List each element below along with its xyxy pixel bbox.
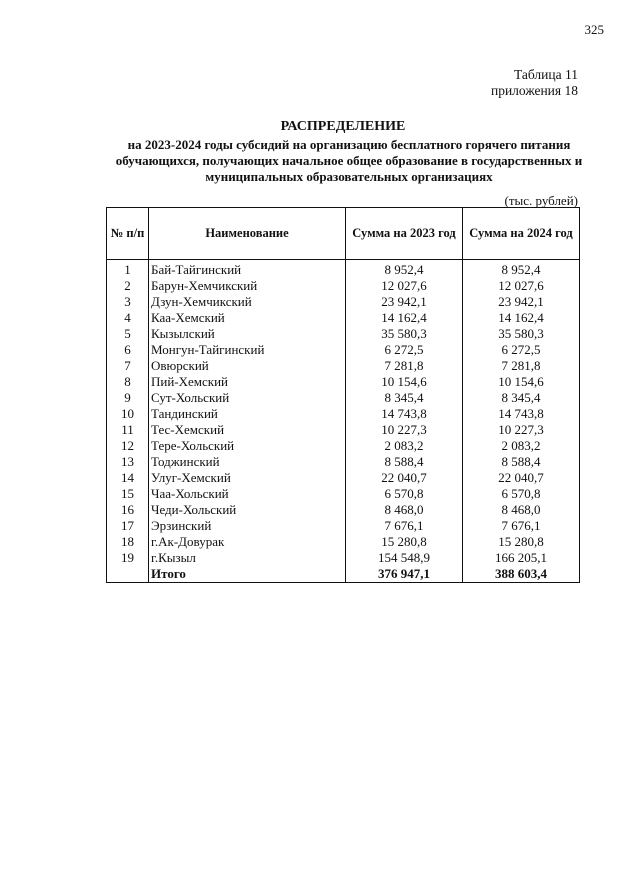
row-sum-2023: 23 942,1 — [346, 294, 463, 310]
row-num: 15 — [107, 486, 149, 502]
row-sum-2024: 8 468,0 — [463, 502, 580, 518]
table-row — [107, 422, 580, 438]
row-sum-2023: 22 040,7 — [346, 470, 463, 486]
row-num: 8 — [107, 374, 149, 390]
table-body — [107, 260, 580, 567]
row-name: Чаа-Хольский — [149, 486, 346, 502]
row-num: 9 — [107, 390, 149, 406]
units-label: (тыс. рублей) — [504, 193, 578, 208]
row-sum-2024: 2 083,2 — [463, 438, 580, 454]
row-num: 2 — [107, 278, 149, 294]
row-num: 11 — [107, 422, 149, 438]
row-sum-2024: 6 570,8 — [463, 486, 580, 502]
table-row — [107, 438, 580, 454]
row-sum-2023: 15 280,8 — [346, 534, 463, 550]
row-sum-2023: 7 676,1 — [346, 518, 463, 534]
table-row — [107, 406, 580, 422]
row-sum-2023: 7 281,8 — [346, 358, 463, 374]
row-sum-2024: 12 027,6 — [463, 278, 580, 294]
row-name: Эрзинский — [149, 518, 346, 534]
row-name: Барун-Хемчикский — [149, 278, 346, 294]
row-name: г.Ак-Довурак — [149, 534, 346, 550]
row-name: Дзун-Хемчикский — [149, 294, 346, 310]
row-sum-2023: 14 743,8 — [346, 406, 463, 422]
total-label: Итого — [149, 566, 346, 583]
row-name: Улуг-Хемский — [149, 470, 346, 486]
row-sum-2024: 22 040,7 — [463, 470, 580, 486]
total-row — [107, 566, 580, 583]
total-sum-2023: 376 947,1 — [346, 566, 463, 583]
row-num: 10 — [107, 406, 149, 422]
table-row — [107, 454, 580, 470]
row-num: 18 — [107, 534, 149, 550]
row-name: Овюрский — [149, 358, 346, 374]
row-sum-2023: 8 952,4 — [346, 260, 463, 279]
table-row — [107, 358, 580, 374]
row-num: 4 — [107, 310, 149, 326]
row-sum-2024: 8 588,4 — [463, 454, 580, 470]
page-number: 325 — [584, 22, 604, 37]
row-num: 17 — [107, 518, 149, 534]
header-sum-2024: Сумма на 2024 год — [463, 208, 580, 260]
row-sum-2023: 6 570,8 — [346, 486, 463, 502]
row-num: 7 — [107, 358, 149, 374]
row-sum-2023: 35 580,3 — [346, 326, 463, 342]
table-row — [107, 502, 580, 518]
document-subtitle: на 2023-2024 годы субсидий на организацию бесплатного горячего питания обучающихся, получающих начальное общее образование в государственных и муниципальных образовательных организациях — [115, 137, 583, 184]
row-name: Каа-Хемский — [149, 310, 346, 326]
row-sum-2024: 6 272,5 — [463, 342, 580, 358]
row-name: Пий-Хемский — [149, 374, 346, 390]
row-sum-2023: 10 154,6 — [346, 374, 463, 390]
header-num: № п/п — [107, 208, 149, 260]
table-row — [107, 390, 580, 406]
row-name: Тере-Хольский — [149, 438, 346, 454]
table-row — [107, 518, 580, 534]
row-num: 19 — [107, 550, 149, 566]
table-row — [107, 310, 580, 326]
row-sum-2024: 8 345,4 — [463, 390, 580, 406]
row-num: 6 — [107, 342, 149, 358]
row-name: Бай-Тайгинский — [149, 260, 346, 279]
row-name: Кызылский — [149, 326, 346, 342]
row-name: г.Кызыл — [149, 550, 346, 566]
annex-reference — [491, 67, 578, 99]
table-row — [107, 342, 580, 358]
row-num: 12 — [107, 438, 149, 454]
row-name: Тоджинский — [149, 454, 346, 470]
row-num: 16 — [107, 502, 149, 518]
row-sum-2024: 14 162,4 — [463, 310, 580, 326]
row-sum-2023: 8 468,0 — [346, 502, 463, 518]
total-sum-2024: 388 603,4 — [463, 566, 580, 583]
row-num: 13 — [107, 454, 149, 470]
row-name: Тандинский — [149, 406, 346, 422]
table-row — [107, 550, 580, 566]
row-sum-2023: 8 588,4 — [346, 454, 463, 470]
row-name: Чеди-Хольский — [149, 502, 346, 518]
row-sum-2024: 8 952,4 — [463, 260, 580, 279]
row-sum-2024: 7 281,8 — [463, 358, 580, 374]
row-sum-2024: 10 154,6 — [463, 374, 580, 390]
row-sum-2023: 2 083,2 — [346, 438, 463, 454]
row-num: 5 — [107, 326, 149, 342]
row-sum-2024: 166 205,1 — [463, 550, 580, 566]
row-sum-2023: 8 345,4 — [346, 390, 463, 406]
table-row — [107, 374, 580, 390]
total-num-cell — [107, 566, 149, 583]
row-sum-2023: 14 162,4 — [346, 310, 463, 326]
row-sum-2024: 7 676,1 — [463, 518, 580, 534]
row-num: 1 — [107, 260, 149, 279]
row-sum-2024: 15 280,8 — [463, 534, 580, 550]
table-row — [107, 294, 580, 310]
header-name: Наименование — [149, 208, 346, 260]
row-sum-2024: 23 942,1 — [463, 294, 580, 310]
row-sum-2023: 6 272,5 — [346, 342, 463, 358]
row-sum-2024: 14 743,8 — [463, 406, 580, 422]
table-row — [107, 534, 580, 550]
table-row — [107, 278, 580, 294]
table-header-row — [107, 208, 580, 260]
row-num: 14 — [107, 470, 149, 486]
table-row — [107, 486, 580, 502]
table-row — [107, 470, 580, 486]
header-sum-2023: Сумма на 2023 год — [346, 208, 463, 260]
row-name: Тес-Хемский — [149, 422, 346, 438]
annex-table-label: Таблица 11 — [514, 67, 578, 82]
row-sum-2023: 10 227,3 — [346, 422, 463, 438]
row-name: Монгун-Тайгинский — [149, 342, 346, 358]
document-title: РАСПРЕДЕЛЕНИЕ — [280, 119, 406, 134]
row-sum-2023: 12 027,6 — [346, 278, 463, 294]
row-num: 3 — [107, 294, 149, 310]
row-sum-2024: 35 580,3 — [463, 326, 580, 342]
row-sum-2024: 10 227,3 — [463, 422, 580, 438]
table-row — [107, 326, 580, 342]
annex-appendix-label: приложения 18 — [490, 83, 578, 98]
table-row — [107, 260, 580, 279]
row-sum-2023: 154 548,9 — [346, 550, 463, 566]
distribution-table — [106, 207, 580, 583]
row-name: Сут-Хольский — [149, 390, 346, 406]
